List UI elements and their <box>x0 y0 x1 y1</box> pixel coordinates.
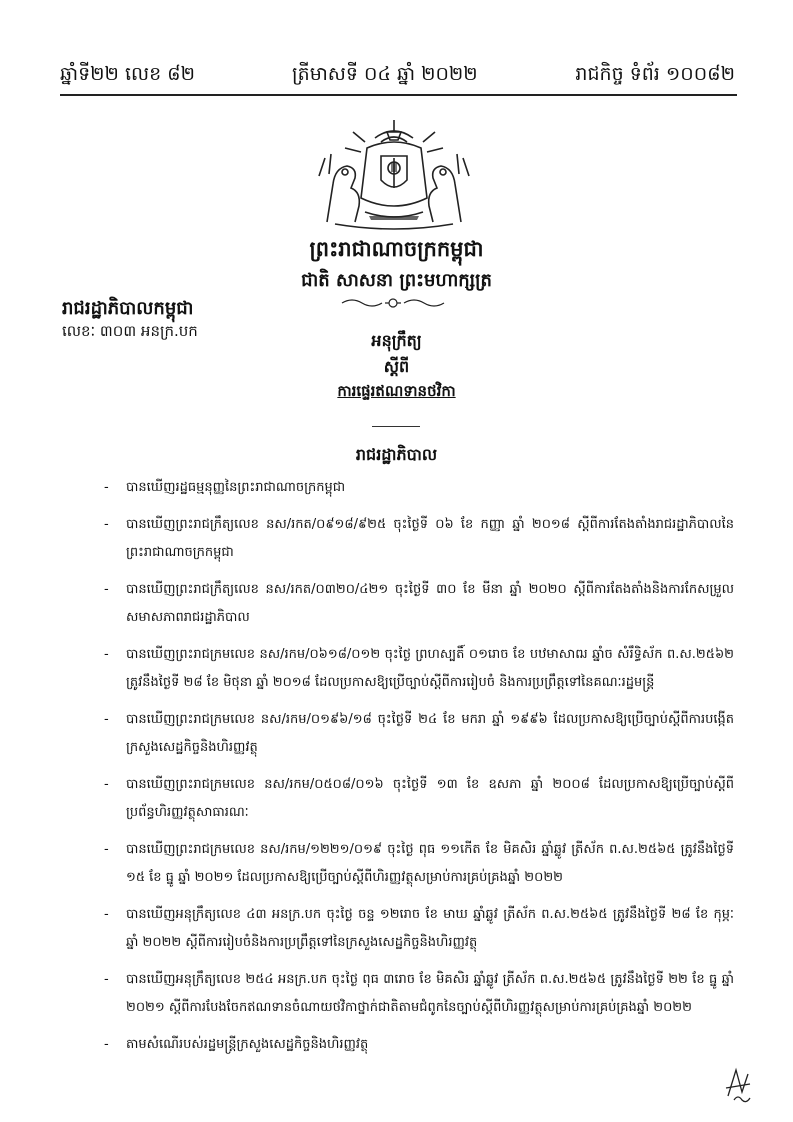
clause-text: បានឃើញអនុក្រឹត្យលេខ ៤៣ អនក្រ.បក ចុះថ្ងៃ ចន្ទ ១២រោច ខែ មាឃ ឆ្នាំឆ្លូវ ត្រីស័ក ព.ស.២៥៦៥ ត្រូវនឹងថ្ងៃទី ២៨ ខែ កុម្ភៈ ឆ្នាំ ២០២២ ស្តីពីការរៀបចំនិងការប្រព្រឹត្តទៅនៃក្រសួងសេដ្ឋកិច្ចនិងហិរញ្ញវត្ថុ <box>126 907 734 950</box>
header-divider <box>60 94 737 96</box>
clause-text: បានឃើញព្រះរាជក្រមលេខ នស/រកម/០៦១៨/០១២ ចុះថ្ងៃ ព្រហស្បតិ៍ ០១រោច ខែ បឋមាសាឍ ឆ្នាំច សំរឹទ្ធិស័ក ព.ស.២៥៦២ ត្រូវនឹងថ្ងៃទី ២៨ ខែ មិថុនា ឆ្នាំ ២០១៨ ដែលប្រកាសឱ្យប្រើច្បាប់ស្តីពីការរៀបចំ និងការប្រព្រឹត្តទៅនៃគណៈរដ្ឋមន្ត្រី <box>126 647 734 690</box>
national-motto: ជាតិ សាសនា ព្រះមហាក្សត្រ <box>301 270 492 291</box>
clause-text: បានឃើញព្រះរាជក្រមលេខ នស/រកម/១២២១/០១៩ ចុះថ្ងៃ ពុធ ១១កើត ខែ មិគសិរ ឆ្នាំឆ្លូវ ត្រីស័ក ព.ស.២៥៦៥ ត្រូវនឹងថ្ងៃទី ១៥ ខែ ធ្នូ ឆ្នាំ ២០២១ ដែលប្រកាសឱ្យប្រើច្បាប់ស្តីពីហិរញ្ញវត្ថុសម្រាប់ការគ្រប់គ្រងឆ្នាំ ២០២២ <box>126 842 734 885</box>
document-about: ស្តីពី <box>383 357 410 376</box>
clause-text: បានឃើញព្រះរាជក្រឹត្យលេខ នស/រកត/០៩១៨/៩២៥ ចុះថ្ងៃទី ០៦ ខែ កញ្ញា ឆ្នាំ ២០១៨ ស្តីពីការតែងតាំងរាជរដ្ឋាភិបាលនៃព្រះរាជាណាចក្រកម្ពុជា <box>126 517 734 560</box>
handwritten-initials-icon <box>722 1066 756 1104</box>
document-type: អនុក្រឹត្យ <box>371 331 422 350</box>
preamble-clause: - បានឃើញរដ្ឋធម្មនុញ្ញនៃព្រះរាជាណាចក្រកម្ពុជា <box>104 480 346 495</box>
document-number: លេខៈ ៣០៣ អនក្រ.បក <box>62 322 198 340</box>
preamble-clause: - បានឃើញព្រះរាជក្រមលេខ នស/រកម/០១៩៦/១៨ ចុះថ្ងៃទី ២៤ ខែ មករា ឆ្នាំ ១៩៩៦ ដែលប្រកាសឱ្យប្រើច្បាប់ស្តីពីការបង្កើតក្រសួងសេដ្ឋកិច្ចនិងហិរញ្ញវត្ថុ <box>104 712 734 755</box>
document-subject: ការផ្ទេរឥណទានថវិកា <box>337 382 456 400</box>
running-header <box>60 62 735 90</box>
header-quarter: ត្រីមាសទី ០៤ ឆ្នាំ ២០២២ <box>292 63 478 85</box>
issuing-authority: រាជរដ្ឋាភិបាលកម្ពុជា <box>62 298 194 319</box>
clause-text: បានឃើញព្រះរាជក្រមលេខ នស/រកម/០៥០៨/០១៦ ចុះថ្ងៃទី ១៣ ខែ ឧសភា ឆ្នាំ ២០០៨ ដែលប្រកាសឱ្យប្រើច្បាប់ស្តីពីប្រព័ន្ធហិរញ្ញវត្ថុសាធារណៈ <box>126 777 734 820</box>
preamble-clause: - បានឃើញអនុក្រឹត្យលេខ ៤៣ អនក្រ.បក ចុះថ្ងៃ ចន្ទ ១២រោច ខែ មាឃ ឆ្នាំឆ្លូវ ត្រីស័ក ព.ស.២៥៦៥ ត្រូវនឹងថ្ងៃទី ២៨ ខែ កុម្ភៈ ឆ្នាំ ២០២២ ស្តីពីការរៀបចំនិងការប្រព្រឹត្តទៅនៃក្រសួងសេដ្ឋកិច្ចនិងហិរញ្ញវត្ថុ <box>104 907 734 950</box>
clause-text: តាមសំណើរបស់រដ្ឋមន្ត្រីក្រសួងសេដ្ឋកិច្ចនិងហិរញ្ញវត្ថុ <box>126 1037 369 1052</box>
clause-text: បានឃើញរដ្ឋធម្មនុញ្ញនៃព្រះរាជាណាចក្រកម្ពុជា <box>126 480 346 495</box>
preamble-clause-list <box>104 474 734 1068</box>
clause-text: បានឃើញព្រះរាជក្រឹត្យលេខ នស/រកត/០៣២០/៤២១ ចុះថ្ងៃទី ៣០ ខែ មីនា ឆ្នាំ ២០២០ ស្តីពីការតែងតាំងនិងការកែសម្រួលសមាសភាពរាជរដ្ឋាភិបាល <box>126 582 734 625</box>
header-issue-number: ឆ្នាំទី២២ លេខ ៨២ <box>60 63 196 85</box>
royal-coat-of-arms-icon <box>305 118 483 233</box>
preamble-clause: - បានឃើញព្រះរាជក្រមលេខ នស/រកម/១២២១/០១៩ ចុះថ្ងៃ ពុធ ១១កើត ខែ មិគសិរ ឆ្នាំឆ្លូវ ត្រីស័ក ព.ស.២៥៦៥ ត្រូវនឹងថ្ងៃទី ១៥ ខែ ធ្នូ ឆ្នាំ ២០២១ ដែលប្រកាសឱ្យប្រើច្បាប់ស្តីពីហិរញ្ញវត្ថុសម្រាប់ការគ្រប់គ្រងឆ្នាំ ២០២២ <box>104 842 734 885</box>
preamble-clause: - បានឃើញព្រះរាជក្រឹត្យលេខ នស/រកត/០៩១៨/៩២៥ ចុះថ្ងៃទី ០៦ ខែ កញ្ញា ឆ្នាំ ២០១៨ ស្តីពីការតែងតាំងរាជរដ្ឋាភិបាលនៃព្រះរាជាណាចក្រកម្ពុជា <box>104 517 734 560</box>
section-heading: រាជរដ្ឋាភិបាល <box>355 445 438 464</box>
preamble-clause: - បានឃើញព្រះរាជក្រឹត្យលេខ នស/រកត/០៣២០/៤២១ ចុះថ្ងៃទី ៣០ ខែ មីនា ឆ្នាំ ២០២០ ស្តីពីការតែងតាំងនិងការកែសម្រួលសមាសភាពរាជរដ្ឋាភិបាល <box>104 582 734 625</box>
clause-text: បានឃើញអនុក្រឹត្យលេខ ២៥៤ អនក្រ.បក ចុះថ្ងៃ ពុធ ៣រោច ខែ មិគសិរ ឆ្នាំឆ្លូវ ត្រីស័ក ព.ស.២៥៦៥ ត្រូវនឹងថ្ងៃទី ២២ ខែ ធ្នូ ឆ្នាំ ២០២១ ស្តីពីការបែងចែកឥណទានចំណាយថវិកាថ្នាក់ជាតិតាមជំពូកនៃច្បាប់ស្តីពីហិរញ្ញវត្ថុសម្រាប់ការគ្រប់គ្រងឆ្នាំ ២០២២ <box>126 972 734 1015</box>
clause-text: បានឃើញព្រះរាជក្រមលេខ នស/រកម/០១៩៦/១៨ ចុះថ្ងៃទី ២៤ ខែ មករា ឆ្នាំ ១៩៩៦ ដែលប្រកាសឱ្យប្រើច្បាប់ស្តីពីការបង្កើតក្រសួងសេដ្ឋកិច្ចនិងហិរញ្ញវត្ថុ <box>126 712 734 755</box>
preamble-clause: - បានឃើញព្រះរាជក្រមលេខ នស/រកម/០៥០៨/០១៦ ចុះថ្ងៃទី ១៣ ខែ ឧសភា ឆ្នាំ ២០០៨ ដែលប្រកាសឱ្យប្រើច្បាប់ស្តីពីប្រព័ន្ធហិរញ្ញវត្ថុសាធារណៈ <box>104 777 734 820</box>
kingdom-title: ព្រះរាជាណាចក្រកម្ពុជា <box>309 236 484 261</box>
preamble-clause: - បានឃើញអនុក្រឹត្យលេខ ២៥៤ អនក្រ.បក ចុះថ្ងៃ ពុធ ៣រោច ខែ មិគសិរ ឆ្នាំឆ្លូវ ត្រីស័ក ព.ស.២៥៦៥ ត្រូវនឹងថ្ងៃទី ២២ ខែ ធ្នូ ឆ្នាំ ២០២១ ស្តីពីការបែងចែកឥណទានចំណាយថវិកាថ្នាក់ជាតិតាមជំពូកនៃច្បាប់ស្តីពីហិរញ្ញវត្ថុសម្រាប់ការគ្រប់គ្រងឆ្នាំ ២០២២ <box>104 972 734 1015</box>
title-divider <box>372 426 420 427</box>
decorative-ornament-icon <box>338 296 448 310</box>
preamble-clause: - តាមសំណើរបស់រដ្ឋមន្ត្រីក្រសួងសេដ្ឋកិច្ចនិងហិរញ្ញវត្ថុ <box>104 1037 369 1052</box>
preamble-clause: - បានឃើញព្រះរាជក្រមលេខ នស/រកម/០៦១៨/០១២ ចុះថ្ងៃ ព្រហស្បតិ៍ ០១រោច ខែ បឋមាសាឍ ឆ្នាំច សំរឹទ្ធិស័ក ព.ស.២៥៦២ ត្រូវនឹងថ្ងៃទី ២៨ ខែ មិថុនា ឆ្នាំ ២០១៨ ដែលប្រកាសឱ្យប្រើច្បាប់ស្តីពីការរៀបចំ និងការប្រព្រឹត្តទៅនៃគណៈរដ្ឋមន្ត្រី <box>104 647 734 690</box>
header-page-number: រាជកិច្ច ទំព័រ ១០០៨២ <box>575 63 735 85</box>
